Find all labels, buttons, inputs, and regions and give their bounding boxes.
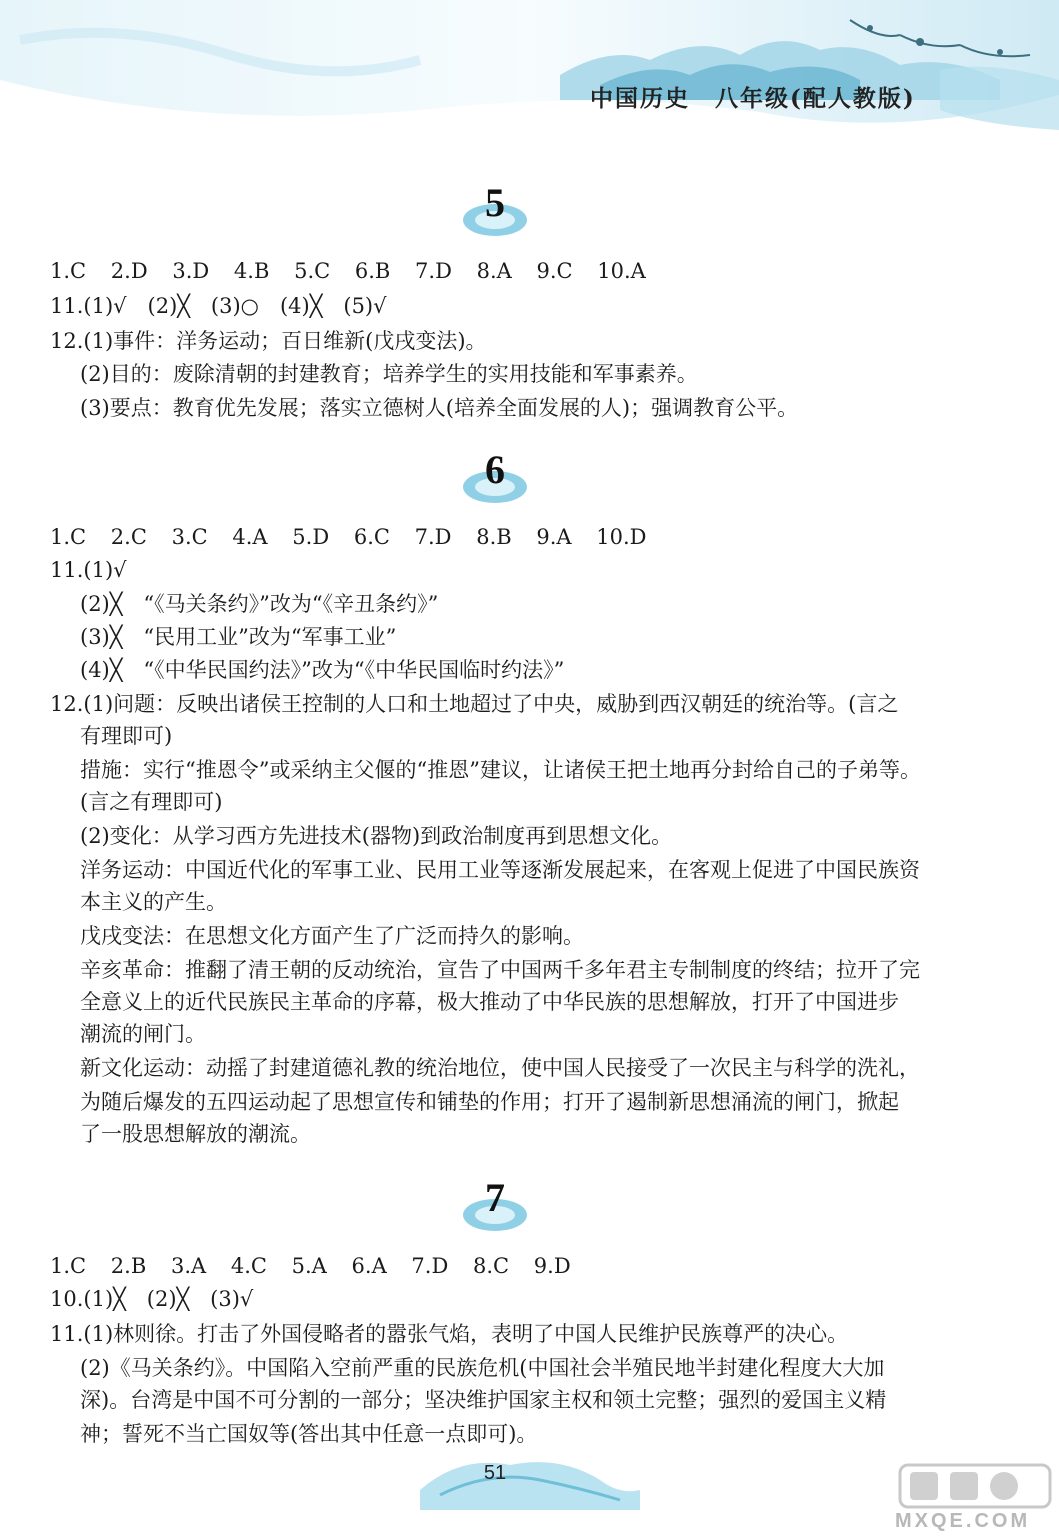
section-number: 7 [485, 1175, 505, 1220]
mc-answer: 8.A [476, 259, 512, 283]
section-number-badge [460, 175, 530, 245]
mc-answer: 5.D [292, 525, 330, 549]
answer-line: 潮流的闸门。 [80, 1022, 206, 1046]
mc-answer: 10.D [596, 525, 647, 549]
mc-answer: 1.C [50, 259, 87, 283]
answer-line: (3)╳ “民用工业”改为“军事工业” [80, 625, 397, 649]
mc-answer: 5.C [294, 259, 331, 283]
answer-line: (4)╳ “《中华民国约法》”改为“《中华民国临时约法》” [80, 658, 565, 682]
mc-answer: 7.D [411, 1254, 449, 1278]
answer-line: 神；誓死不当亡国奴等(答出其中任意一点即可)。 [80, 1422, 538, 1446]
page-number-badge [420, 1450, 640, 1510]
section-number: 6 [485, 447, 505, 492]
answer-line: 10.(1)╳ (2)╳ (3)√ [50, 1287, 254, 1311]
answer-line: (2)《马关条约》。中国陷入空前严重的民族危机(中国社会半殖民地半封建化程度大大加 [80, 1356, 885, 1380]
mc-answer: 9.A [536, 525, 572, 549]
answer-line: 11.(1)√ [50, 558, 127, 582]
answer-line: 洋务运动：中国近代化的军事工业、民用工业等逐渐发展起来，在客观上促进了中国民族资 [80, 858, 920, 882]
mc-answer: 7.D [415, 259, 452, 283]
mc-answer: 4.B [233, 259, 270, 283]
mc-answer: 6.B [354, 259, 391, 283]
mc-answer: 3.C [171, 525, 208, 549]
mc-answer: 1.C [50, 1254, 87, 1278]
answer-line: 辛亥革命：推翻了清王朝的反动统治，宣告了中国两千多年君主专制制度的终结；拉开了完 [80, 958, 920, 982]
mc-answer: 4.A [232, 525, 268, 549]
mc-answer: 8.C [472, 1254, 510, 1278]
book-title: 中国历史 八年级(配人教版) [590, 85, 916, 112]
answer-line: (2)╳ “《马关条约》”改为“《辛丑条约》” [80, 592, 439, 616]
mc-answer: 4.C [230, 1254, 267, 1278]
mc-answer: 2.C [110, 525, 147, 549]
answer-line: 深)。台湾是中国不可分割的一部分；坚决维护国家主权和领土完整；强烈的爱国主义精 [80, 1388, 887, 1412]
answer-line: 12.(1)问题：反映出诸侯王控制的人口和土地超过了中央，威胁到西汉朝廷的统治等。(言之 [50, 692, 899, 716]
answer-line: (2)目的：废除清朝的封建教育；培养学生的实用技能和军事素养。 [80, 362, 698, 386]
answer-line: 全意义上的近代民族民主革命的序幕，极大推动了中华民族的思想解放，打开了中国进步 [80, 990, 899, 1014]
watermark-text: MXQE.COM [895, 1510, 1031, 1532]
mc-answer: 9.C [536, 259, 573, 283]
mc-answer: 2.B [110, 1254, 147, 1278]
mc-answer: 8.B [476, 525, 512, 549]
answer-line: (3)要点：教育优先发展；落实立德树人(培养全面发展的人)；强调教育公平。 [80, 396, 799, 420]
answer-line: 戊戌变法：在思想文化方面产生了广泛而持久的影响。 [80, 924, 584, 948]
multiple-choice-answers [50, 1250, 589, 1282]
section-number-badge [460, 442, 530, 512]
answer-line: 措施：实行“推恩令”或采纳主父偃的“推恩”建议，让诸侯王把土地再分封给自己的子弟等。 [80, 758, 921, 782]
mc-answer: 3.A [170, 1254, 207, 1278]
answer-line: 11.(1)林则徐。打击了外国侵略者的嚣张气焰，表明了中国人民维护民族尊严的决心。 [50, 1322, 849, 1346]
multiple-choice-answers [50, 255, 664, 287]
page-number: 51 [483, 1462, 507, 1484]
section-number: 5 [485, 180, 505, 225]
answer-line: 12.(1)事件：洋务运动；百日维新(戊戌变法)。 [50, 329, 487, 353]
mc-answer: 5.A [291, 1254, 327, 1278]
answer-line: 11.(1)√ (2)╳ (3)○ (4)╳ (5)√ [50, 294, 387, 318]
answer-line: 了一股思想解放的潮流。 [80, 1122, 311, 1146]
mc-answer: 6.C [353, 525, 390, 549]
multiple-choice-answers [50, 521, 664, 553]
answer-line: 新文化运动：动摇了封建道德礼教的统治地位，使中国人民接受了一次民主与科学的洗礼， [80, 1056, 920, 1080]
mc-answer: 10.A [597, 259, 646, 283]
answer-line: 有理即可) [80, 724, 173, 748]
mc-answer: 1.C [50, 525, 87, 549]
section-number-badge [460, 1170, 530, 1240]
mc-answer: 3.D [172, 259, 210, 283]
mc-answer: 6.A [351, 1254, 387, 1278]
mc-answer: 2.D [110, 259, 148, 283]
answer-line: 本主义的产生。 [80, 890, 227, 914]
mc-answer: 7.D [414, 525, 452, 549]
answer-line: (2)变化：从学习西方先进技术(器物)到政治制度再到思想文化。 [80, 824, 673, 848]
answer-line: 为随后爆发的五四运动起了思想宣传和铺垫的作用；打开了遏制新思想涌流的闸门，掀起 [80, 1090, 899, 1114]
mc-answer: 9.D [533, 1254, 571, 1278]
answer-line: (言之有理即可) [80, 790, 223, 814]
